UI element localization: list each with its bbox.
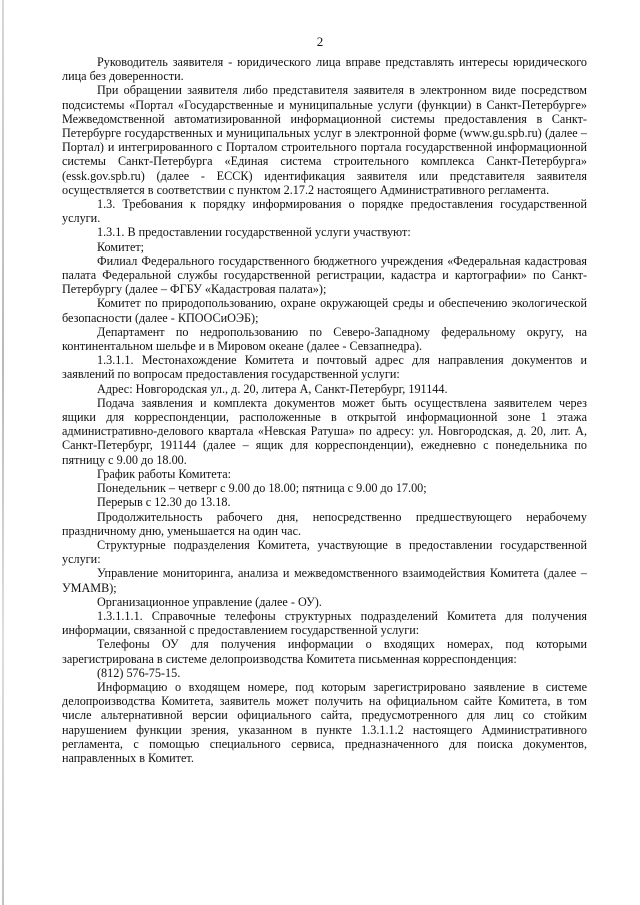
paragraph: (812) 576-75-15.	[97, 665, 181, 680]
paragraph: Информацию о входящем номере, под которым зарегистрировано заявление в системе делопроизводства Комитета, заявитель может получить на официальном сайте Комитета, в том числе альтернативной версии официального сайта, предусмотренного для лиц со стойким нарушением функции зрения, указанном в пункте 1.3.1.1.2 настоящего Административного регламента, с помощью специального сервиса, предназначенного для поиска документов, направленных в Комитет.	[62, 679, 587, 765]
paragraph: 1.3. Требования к порядку информирования о порядке предоставления государственной услуги.	[62, 197, 587, 226]
page-number: 2	[316, 34, 324, 49]
paragraph: Телефоны ОУ для получения информации о входящих номерах, под которыми зарегистрирована в системе делопроизводства Комитета письменная корреспонденция:	[62, 637, 587, 666]
paragraph: Структурные подразделения Комитета, участвующие в предоставлении государственной услуги:	[62, 537, 587, 567]
paragraph: Перерыв с 12.30 до 13.18.	[97, 495, 231, 510]
paragraph: Подача заявления и комплекта документов может быть осуществлена заявителем через ящики для корреспонденции, расположенные в открытой информационной зоне 1 этажа административно-делового квартала «Невская Ратуша» по адресу: ул. Новгородская, д. 20, лит. А, Санкт-Петербург, 191144 (далее – ящик для корреспонденции), ежедневно с понедельника по пятницу с 9.00 до 18.00.	[62, 395, 587, 467]
scan-edge	[2, 0, 4, 905]
document-body	[62, 55, 587, 765]
paragraph: Управление мониторинга, анализа и межведомственного взаимодействия Комитета (далее – УМАМВ);	[62, 566, 587, 595]
paragraph: Комитет;	[97, 239, 145, 254]
paragraph: Руководитель заявителя - юридического лица вправе представлять интересы юридического лица без доверенности.	[62, 55, 587, 84]
paragraph: При обращении заявителя либо представителя заявителя в электронном виде посредством подсистемы «Портал «Государственные и муниципальные услуги (функции) в Санкт-Петербурге» Межведомственной автоматизированной информационной системы предоставления в Санкт-Петербурге государственных и муниципальных услуг в электронной форме (www.gu.spb.ru) (далее – Портал) и интегрированного с Порталом строительного портала государственной информационной системы Санкт-Петербурга «Единая система строительного комплекса Санкт-Петербурга» (essk.gov.spb.ru) (далее - ЕССК) идентификация заявителя или представителя заявителя осуществляется в соответствии с пунктом 2.17.2 настоящего Административного регламента.	[62, 83, 587, 197]
paragraph: График работы Комитета:	[97, 466, 231, 481]
paragraph: 1.3.1.1.1. Справочные телефоны структурных подразделений Комитета для получения информации, связанной с предоставлением государственной услуги:	[62, 608, 587, 638]
paragraph: Филиал Федерального государственного бюджетного учреждения «Федеральная кадастровая палата Федеральной службы государственной регистрации, кадастра и картографии» по Санкт-Петербургу (далее – ФГБУ «Кадастровая палата»);	[62, 253, 587, 297]
paragraph: 1.3.1.1. Местонахождение Комитета и почтовый адрес для направления документов и заявлений по вопросам предоставления государственной услуги:	[62, 353, 587, 382]
paragraph: Понедельник – четверг с 9.00 до 18.00; пятница с 9.00 до 17.00;	[97, 481, 427, 496]
paragraph: Комитет по природопользованию, охране окружающей среды и обеспечению экологической безопасности (далее - КПООСиОЭБ);	[62, 296, 587, 325]
paragraph: 1.3.1. В предоставлении государственной услуги участвуют:	[97, 225, 411, 240]
paragraph: Организационное управление (далее - ОУ).	[97, 594, 322, 609]
paragraph: Департамент по недропользованию по Северо-Западному федеральному округу, на континентальном шельфе и в Мировом океане (далее - Севзапнедра).	[62, 324, 587, 354]
paragraph: Адрес: Новгородская ул., д. 20, литера А, Санкт-Петербург, 191144.	[97, 381, 448, 396]
paragraph: Продолжительность рабочего дня, непосредственно предшествующего нерабочему праздничному дню, уменьшается на один час.	[62, 509, 587, 538]
